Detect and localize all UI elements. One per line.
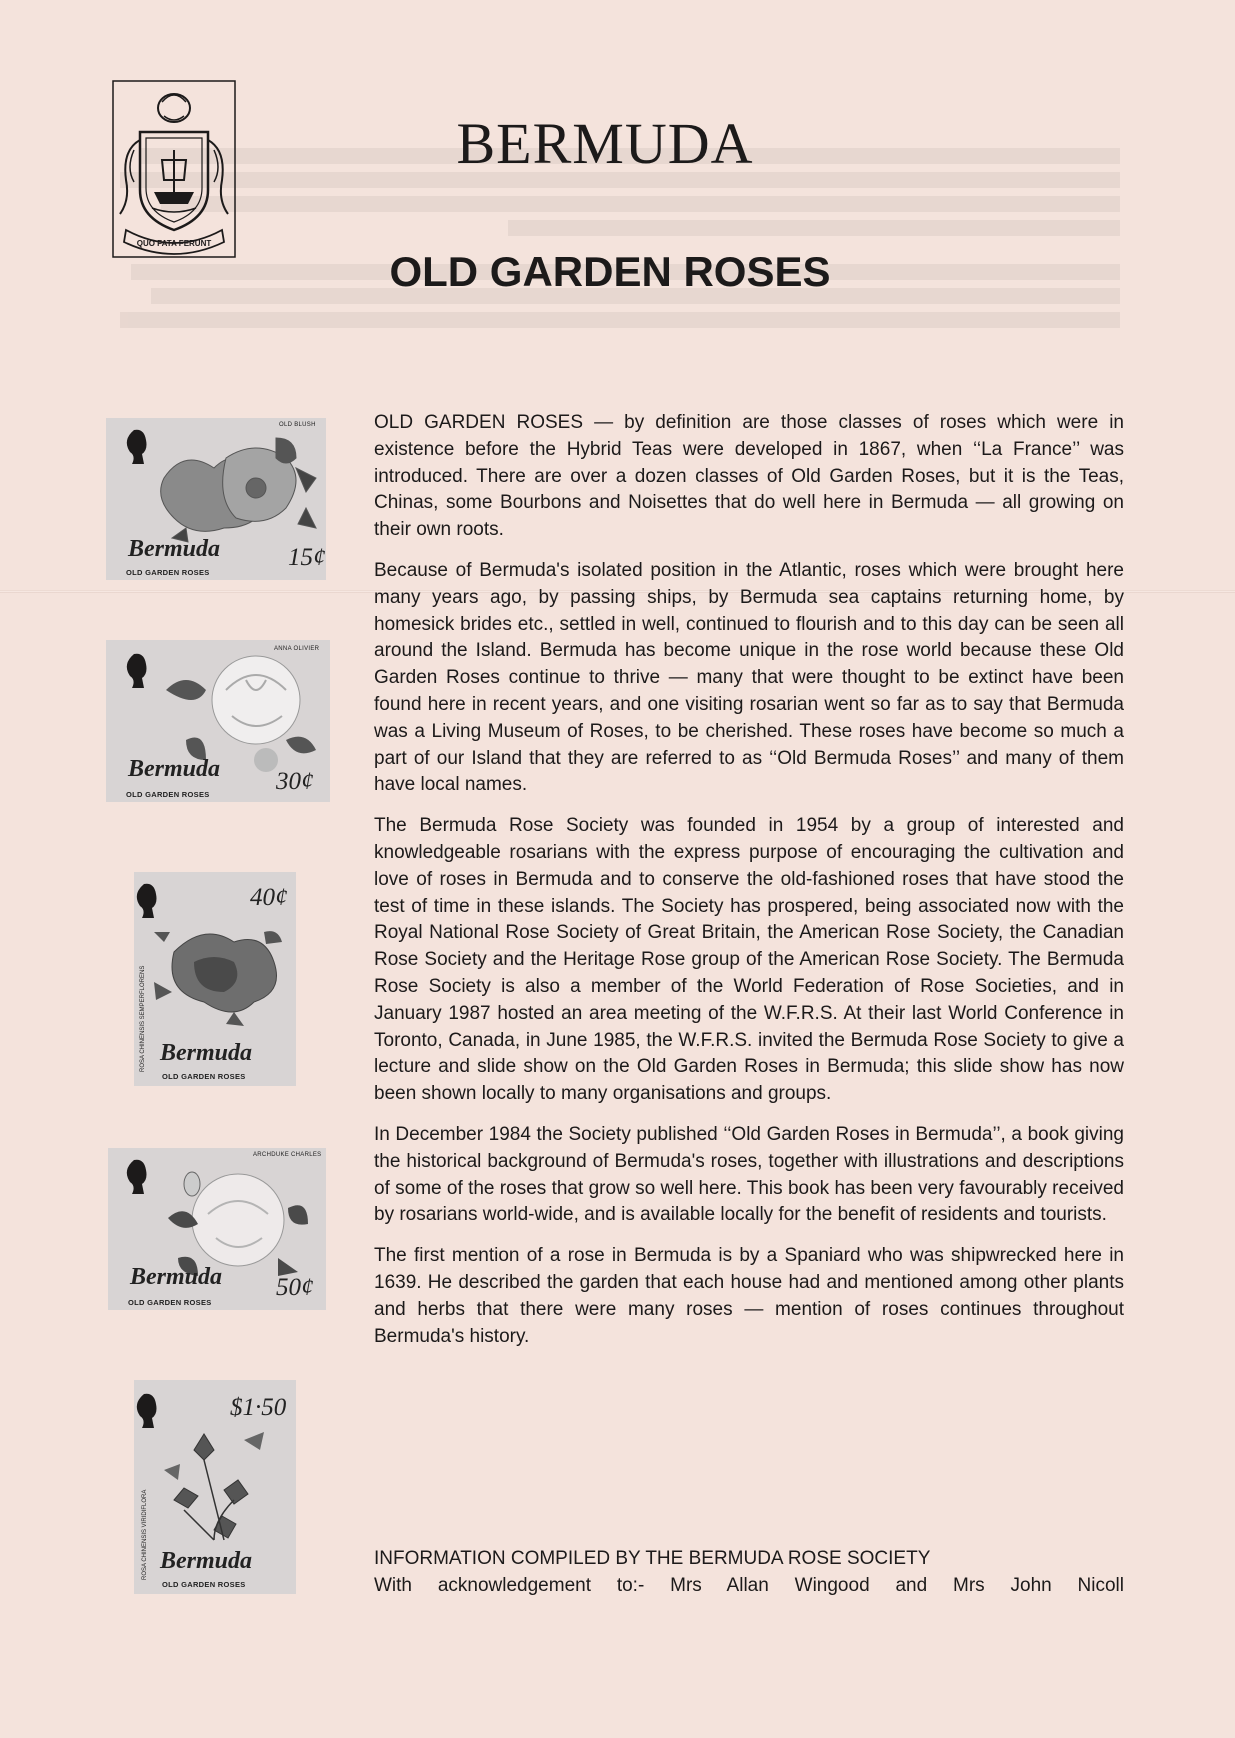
stamp-brand: Bermuda — [160, 1548, 253, 1574]
stamp-15c — [106, 418, 326, 580]
paragraph-book: In December 1984 the Society published ‘‘Old Garden Roses in Bermuda’’, a book giving the historical background of Bermuda's roses, together with illustrations and descriptions of some of the roses that grow so well here. This book has been very favourably received by rosarians world-wide, and is available locally for the benefit of residents and tourists. — [374, 1123, 1124, 1226]
article-body — [374, 410, 1124, 1364]
stamp-rose-name: ROSA CHINENSIS VIRIDIFLORA — [142, 1489, 148, 1580]
stamp-value: 50¢ — [276, 1274, 314, 1301]
stamp-brand: Bermuda — [128, 536, 221, 562]
stamp-value: 40¢ — [250, 884, 288, 911]
stamp-brand: Bermuda — [160, 1040, 253, 1066]
credits — [374, 1545, 1124, 1599]
stamp-40c — [134, 872, 296, 1086]
credits-acknowledgement: With acknowledgement to:- Mrs Allan Wingood and Mrs John Nicoll — [374, 1575, 1124, 1596]
stamp-series: OLD GARDEN ROSES — [162, 1580, 246, 1589]
stamp-value: 15¢ — [288, 544, 326, 571]
paragraph-society: The Bermuda Rose Society was founded in 1954 by a group of interested and knowledgeable rosarians with the express purpose of encouraging the cultivation and love of roses in Bermuda and to conserve the old-fashioned roses that have stood the test of time in these islands. The Society has prospered, being associated now with the Royal National Rose Society of Great Britain, the American Rose Society, the Canadian Rose Society and the Heritage Rose group of the American Rose Society. The Bermuda Rose Society is also a member of the World Federation of Rose Societies, and in January 1987 hosted an area meeting of the W.F.R.S. At their last World Conference in Toronto, Canada, in June 1985, the W.F.R.S. invited the Bermuda Rose Society to give a lecture and slide show on the Old Garden Roses in Bermuda; this slide show has now been shown locally to many organisations and groups. — [374, 815, 1124, 1105]
stamp-30c — [106, 640, 330, 802]
paragraph-history: Because of Bermuda's isolated position in the Atlantic, roses which were brought here many years ago, by passing ships, by Bermuda sea captains returning home, by homesick brides etc., settled in well, continued to flourish and to this day can be seen all around the Island. Bermuda has become unique in the rose world because these Old Garden Roses continue to thrive — many that were thought to be extinct have been found here in recent years, and one visiting rosarian went so far as to say that Bermuda was a Living Museum of Roses, to be cherished. These roses have become so much a part of our Island that they are referred to as ‘‘Old Bermuda Roses’’ and many of them have local names. — [374, 559, 1124, 796]
stamp-series: OLD GARDEN ROSES — [126, 790, 210, 799]
stamp-rose-name: ARCHDUKE CHARLES — [253, 1152, 322, 1158]
stamp-value: 30¢ — [276, 768, 314, 795]
stamp-50c — [108, 1148, 326, 1310]
stamp-series: OLD GARDEN ROSES — [162, 1072, 246, 1081]
stamp-rose-name: ANNA OLIVIER — [274, 646, 320, 652]
stamp-brand: Bermuda — [128, 756, 221, 782]
credits-compiled-by: INFORMATION COMPILED BY THE BERMUDA ROSE SOCIETY — [374, 1548, 931, 1569]
stamp-rose-name: OLD BLUSH — [279, 422, 316, 428]
crest-motto: QUO FATA FERUNT — [136, 239, 212, 248]
stamp-value: $1·50 — [230, 1394, 287, 1421]
stamp-series: OLD GARDEN ROSES — [128, 1298, 212, 1307]
paragraph-definition: OLD GARDEN ROSES — by definition are those classes of roses which were in existence before the Hybrid Teas were developed in 1867, when ‘‘La France’’ was introduced. There are over a dozen classes of Old Garden Roses, but it is the Teas, Chinas, some Bourbons and Noisettes that do well here in Bermuda — all growing on their own roots. — [374, 412, 1124, 541]
stamp-series: OLD GARDEN ROSES — [126, 568, 210, 577]
page-subtitle: OLD GARDEN ROSES — [389, 248, 831, 295]
stamp-brand: Bermuda — [130, 1264, 223, 1290]
bermuda-coat-of-arms-icon — [112, 80, 236, 258]
paragraph-first-mention: The first mention of a rose in Bermuda is by a Spaniard who was shipwrecked here in 1639. He described the garden that each house had and mentioned among other plants and herbs that there were many roses — mention of roses continues throughout Bermuda's history. — [374, 1245, 1124, 1347]
stamp-1-50 — [134, 1380, 296, 1594]
stamp-rose-name: ROSA CHINENSIS SEMPERFLORENS — [140, 965, 146, 1072]
page-title: BERMUDA — [456, 111, 754, 176]
